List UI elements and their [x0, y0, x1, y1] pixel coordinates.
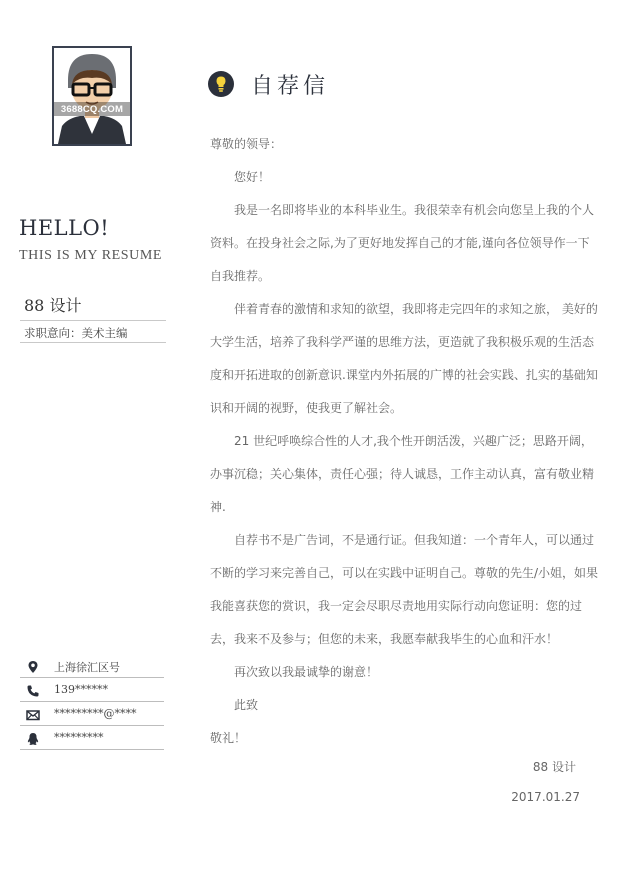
signature: 88 设计 — [532, 760, 576, 774]
paragraph: 我是一名即将毕业的本科毕业生。我很荣幸有机会向您呈上我的个人资料。在投身社会之际,为了更好地发挥自己的才能,谨向各位领导作一下自我推荐。 — [210, 203, 595, 283]
cover-letter-body — [210, 128, 600, 755]
email-icon — [26, 708, 40, 722]
regards: 敬礼！ — [210, 731, 247, 745]
resume-subtitle: THIS IS MY RESUME — [19, 248, 163, 263]
paragraph: 21 世纪呼唤综合性的人才,我个性开朗活泼，兴趣广泛；思路开阔，办事沉稳；关心集体，责任心强；待人诚恳，工作主动认真，富有敬业精神. — [210, 434, 595, 514]
contact-email — [20, 704, 164, 726]
avatar-illustration — [54, 48, 130, 144]
contact-address — [20, 656, 164, 678]
divider — [20, 342, 166, 343]
divider — [20, 725, 164, 726]
profile-photo — [52, 46, 132, 146]
divider — [20, 749, 164, 750]
letter-title: 自荐信 — [251, 74, 330, 99]
salutation: 尊敬的领导： — [210, 137, 283, 151]
lightbulb-icon — [208, 71, 234, 97]
job-objective: 求职意向：美术主编 — [24, 326, 128, 340]
contact-qq — [20, 728, 164, 750]
phone-icon — [26, 684, 40, 698]
divider — [20, 677, 164, 678]
address-text: 上海徐汇区号 — [54, 661, 120, 674]
contact-phone — [20, 680, 164, 702]
letter-date: 2017.01.27 — [511, 790, 580, 804]
phone-text: 139****** — [54, 683, 108, 696]
applicant-name: 88 设计 — [24, 296, 82, 315]
location-pin-icon — [26, 660, 40, 674]
paragraph: 伴着青春的激情和求知的欲望，我即将走完四年的求知之旅， 美好的大学生活，培养了我科学严谨的思维方法，更造就了我积极乐观的生活态度和开拓进取的创新意识.课堂内外拓展的广博的社会实践、扎实的基础知识和开阔的视野，使我更了解社会。 — [210, 302, 598, 415]
greeting: 您好！ — [234, 170, 271, 184]
paragraph: 自荐书不是广告词，不是通行证。但我知道：一个青年人，可以通过不断的学习来完善自己，可以在实践中证明自己。尊敬的先生/小姐，如果我能喜获您的赏识，我一定会尽职尽责地用实际行动向您证明：您的过去，我来不及参与；但您的未来，我愿奉献我毕生的心血和汗水！ — [210, 533, 599, 646]
hello-heading: HELLO! — [19, 216, 110, 240]
qq-text: ********* — [54, 731, 104, 744]
divider — [20, 701, 164, 702]
closing: 此致 — [234, 698, 259, 712]
divider — [20, 320, 166, 321]
photo-watermark: 3688CQ.COM — [60, 104, 124, 115]
paragraph: 再次致以我最诚挚的谢意！ — [234, 665, 379, 679]
email-text: *********@**** — [54, 707, 137, 720]
qq-icon — [26, 732, 40, 746]
